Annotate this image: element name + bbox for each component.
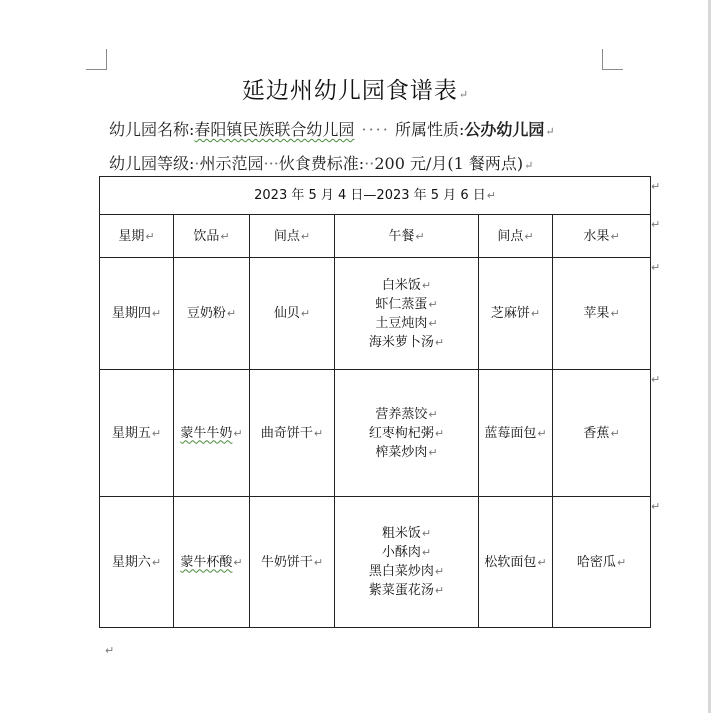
date-range-cell[interactable]: 2023 年 5 月 4 日—2023 年 5 月 6 日↵ xyxy=(100,177,651,215)
header-cell[interactable]: 水果↵ xyxy=(553,215,651,258)
row-end-mark: ↵ xyxy=(651,373,661,386)
snack1-cell[interactable]: 牛奶饼干↵ xyxy=(250,497,335,628)
day-cell[interactable]: 星期五↵ xyxy=(100,370,174,497)
end-paragraph-mark: ↵ xyxy=(105,644,115,657)
header-cell[interactable]: 间点↵ xyxy=(250,215,335,258)
day-cell[interactable]: 星期四↵ xyxy=(100,258,174,370)
menu-table xyxy=(99,176,651,628)
page-corner-top-left xyxy=(86,49,107,70)
nature-value: 公办幼儿园 xyxy=(464,120,545,139)
header-cell[interactable]: 间点↵ xyxy=(479,215,553,258)
date-row xyxy=(100,177,651,215)
grade-label: 幼儿园等级: xyxy=(109,154,195,173)
table-row xyxy=(100,497,651,628)
lunch-cell[interactable]: 营养蒸饺↵ 红枣枸杞粥↵ 榨菜炒肉↵ xyxy=(335,370,479,497)
nature-label: 所属性质: xyxy=(394,120,465,139)
info-line-2: 幼儿园等级:·州示范园···伙食费标准:··200 元/月(1 餐两点)↵ xyxy=(109,154,534,173)
snack2-cell[interactable]: 松软面包↵ xyxy=(479,497,553,628)
lunch-cell[interactable]: 白米饭↵ 虾仁蒸蛋↵ 土豆炖肉↵ 海米萝卜汤↵ xyxy=(335,258,479,370)
day-cell[interactable]: 星期六↵ xyxy=(100,497,174,628)
table-row xyxy=(100,258,651,370)
drink-cell[interactable]: 蒙牛杯酸↵ xyxy=(174,497,250,628)
drink-cell[interactable]: 蒙牛牛奶↵ xyxy=(174,370,250,497)
row-end-mark: ↵ xyxy=(651,261,661,274)
document-title: 延边州幼儿园食谱表↵ xyxy=(241,78,470,104)
lunch-cell[interactable]: 粗米饭↵ 小酥肉↵ 黑白菜炒肉↵ 紫菜蛋花汤↵ xyxy=(335,497,479,628)
row-end-mark: ↵ xyxy=(651,218,661,231)
drink-cell[interactable]: 豆奶粉↵ xyxy=(174,258,250,370)
kindergarten-name: 春阳镇民族联合幼儿园 xyxy=(194,120,355,139)
fruit-cell[interactable]: 香蕉↵ xyxy=(553,370,651,497)
fee-label: 伙食费标准: xyxy=(278,154,365,173)
table-row xyxy=(100,370,651,497)
header-cell[interactable]: 饮品↵ xyxy=(174,215,250,258)
page-corner-top-right xyxy=(602,49,623,70)
snack1-cell[interactable]: 曲奇饼干↵ xyxy=(250,370,335,497)
header-cell[interactable]: 午餐↵ xyxy=(335,215,479,258)
info-line-1: 幼儿园名称:春阳镇民族联合幼儿园 ···· 所属性质:公办幼儿园↵ xyxy=(109,120,555,139)
grade-value: 州示范园 xyxy=(199,154,264,173)
header-cell[interactable]: 星期↵ xyxy=(100,215,174,258)
header-row xyxy=(100,215,651,258)
row-end-mark: ↵ xyxy=(651,500,661,513)
kindergarten-label: 幼儿园名称: xyxy=(109,120,195,139)
snack2-cell[interactable]: 芝麻饼↵ xyxy=(479,258,553,370)
snack2-cell[interactable]: 蓝莓面包↵ xyxy=(479,370,553,497)
snack1-cell[interactable]: 仙贝↵ xyxy=(250,258,335,370)
fruit-cell[interactable]: 苹果↵ xyxy=(553,258,651,370)
fee-value: 200 元/月(1 餐两点) xyxy=(374,154,524,173)
row-end-mark: ↵ xyxy=(651,180,661,193)
fruit-cell[interactable]: 哈密瓜↵ xyxy=(553,497,651,628)
